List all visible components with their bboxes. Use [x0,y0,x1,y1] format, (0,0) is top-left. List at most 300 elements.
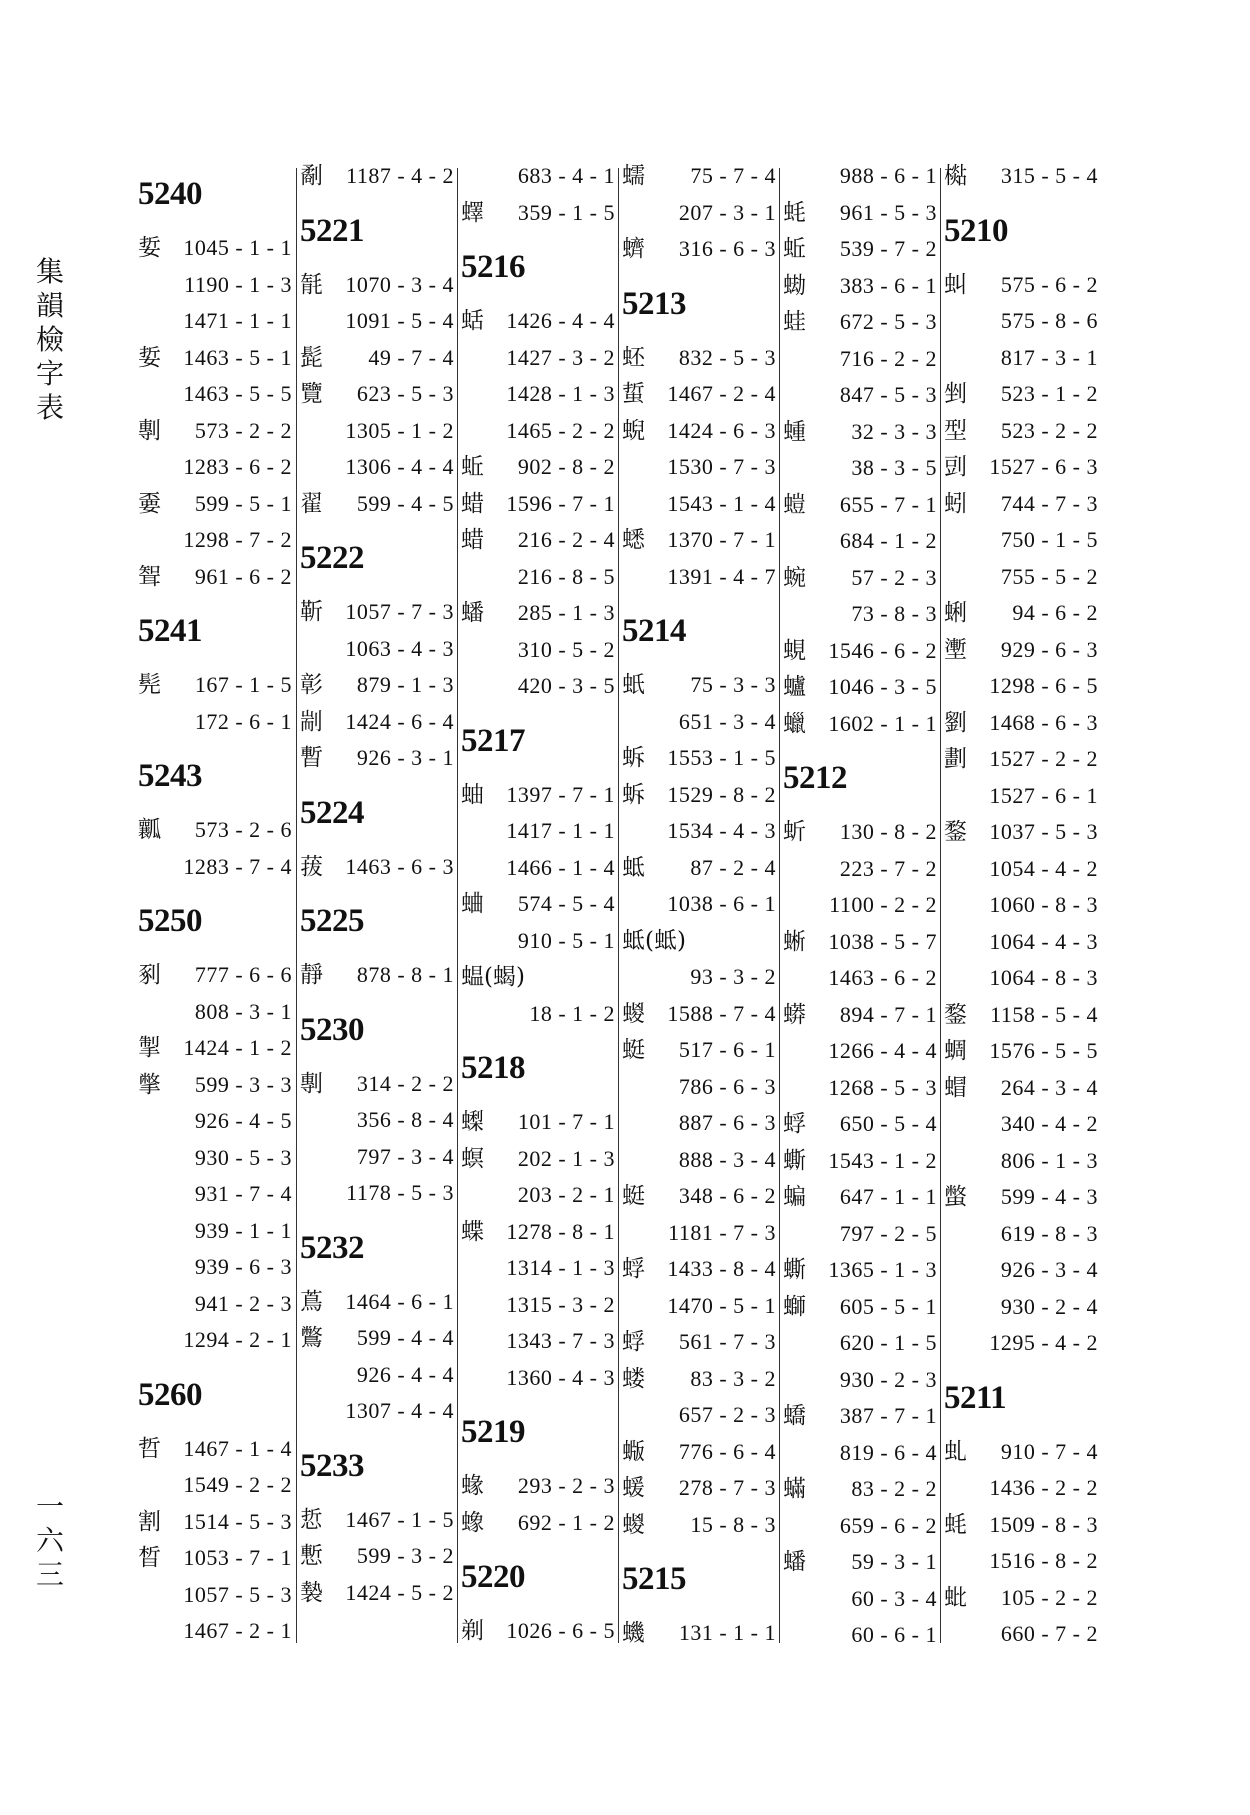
page-reference: 575 - 6 - 2 [1000,271,1098,297]
head-character: 剸 [138,417,161,444]
four-corner-code-heading: 5230 [300,1011,364,1048]
index-entry-row [942,814,1102,851]
page-reference: 961 - 5 - 3 [839,199,937,225]
index-entry-row [459,195,619,232]
index-entry-row [136,1613,296,1650]
page-reference: 75 - 3 - 3 [690,672,776,697]
head-character: 蟎 [783,1476,806,1502]
index-entry-row [942,997,1102,1034]
page-reference: 1268 - 5 - 3 [828,1074,937,1100]
head-character: 剉 [944,381,967,407]
index-entry-row [942,1070,1102,1107]
index-entry-row [298,267,458,304]
page-reference: 359 - 1 - 5 [517,199,615,225]
head-character: 蝯 [622,1475,645,1501]
index-entry-row [781,377,941,414]
index-entry-row [136,1103,296,1140]
page-reference: 1549 - 2 - 2 [183,1472,292,1497]
head-character: 壍 [944,636,967,663]
page-reference: 1054 - 4 - 2 [989,855,1098,881]
index-entry-row [781,596,941,633]
index-entry-row [459,1177,619,1214]
index-entry-row [298,303,458,340]
index-entry-row [781,1216,941,1253]
index-entry-row [620,1288,780,1325]
index-entry-row [781,414,941,451]
four-corner-code-heading: 5216 [461,249,525,285]
index-entry-row [620,1069,780,1106]
index-entry-row [459,1505,619,1542]
index-entry-row [459,1287,619,1324]
page-reference: 599 - 5 - 1 [194,490,292,516]
page-reference: 87 - 2 - 4 [690,854,776,880]
head-character: 蛙 [783,309,806,335]
index-entry-row [298,1502,458,1539]
index-entry-row [781,851,941,888]
page-reference: 1045 - 1 - 1 [183,235,292,260]
page-reference: 1463 - 6 - 2 [828,965,937,990]
page-reference: 939 - 1 - 1 [194,1217,292,1243]
index-entry-row [620,996,780,1033]
index-entry-row [620,1361,780,1398]
index-entry-row [136,1176,296,1213]
page-reference: 1064 - 4 - 3 [989,928,1098,954]
page-reference: 383 - 6 - 1 [839,272,937,298]
running-title-glyph: 表 [35,391,64,424]
index-entry-row [136,812,296,849]
head-character: 蜇 [622,381,645,407]
page-reference: 1467 - 1 - 4 [183,1435,292,1461]
head-character: 蟋 [622,527,645,553]
head-character: 蜡 [461,490,484,517]
head-character: 蝂 [622,1438,645,1465]
page-reference: 1424 - 1 - 2 [183,1035,292,1060]
head-character: 蜉 [622,1329,645,1355]
page-reference: 573 - 2 - 2 [194,417,292,443]
page-reference: 1602 - 1 - 1 [828,710,937,736]
running-title-glyph: 韻 [35,289,64,322]
index-entry-row [298,413,458,450]
four-corner-code-heading: 5240 [138,176,202,212]
index-entry-row [942,376,1102,413]
page-reference: 573 - 2 - 6 [194,817,292,842]
page-reference: 832 - 5 - 3 [678,344,776,370]
index-entry-row [136,1249,296,1286]
page-reference: 49 - 7 - 4 [368,344,454,370]
index-entry-row [942,1106,1102,1143]
page-reference: 1307 - 4 - 4 [345,1398,454,1423]
index-entry-row [459,1214,619,1251]
page-reference: 101 - 7 - 1 [517,1109,615,1134]
page-reference: 1509 - 8 - 3 [989,1511,1098,1537]
page-reference: 310 - 5 - 2 [517,636,615,662]
head-character: 蟜 [783,1403,806,1429]
index-entry-row [136,1286,296,1323]
index-entry-row [298,704,458,741]
index-entry-row [781,1544,941,1581]
index-entry-row [136,1322,296,1359]
head-character: 蜆 [783,637,806,664]
page-reference: 216 - 8 - 5 [517,563,615,589]
page-reference: 1527 - 6 - 3 [989,454,1098,479]
head-character: 蜉 [783,1111,806,1137]
page-reference: 167 - 1 - 5 [194,672,292,697]
page-reference: 1424 - 5 - 2 [345,1579,454,1605]
page-reference: 1295 - 4 - 2 [989,1330,1098,1355]
head-character: 蝝 [461,1473,484,1499]
index-entry-row [942,1507,1102,1544]
page-reference: 926 - 4 - 5 [194,1108,292,1133]
index-entry-row [781,158,941,195]
page-reference: 716 - 2 - 2 [839,345,937,371]
index-entry-row [620,1032,780,1069]
page-reference: 356 - 8 - 4 [356,1107,454,1132]
head-character: 靳 [300,599,323,625]
head-character: 蚸 [622,781,645,808]
index-entry-row [620,850,780,887]
page-reference: 1063 - 4 - 3 [345,635,454,661]
index-entry-row [620,376,780,413]
page-reference: 1427 - 3 - 2 [506,344,615,370]
running-title-glyph: 檢 [35,323,64,356]
index-entry-row [298,631,458,668]
page-reference: 1596 - 7 - 1 [506,490,615,516]
page-reference: 1463 - 6 - 3 [345,853,454,879]
page-reference: 1181 - 7 - 3 [668,1219,776,1245]
index-entry-row [620,231,780,268]
page-reference: 1158 - 5 - 4 [990,1001,1098,1027]
index-entry-row [620,195,780,232]
head-character: 蚯 [461,454,484,480]
page-reference: 1433 - 8 - 4 [667,1256,776,1281]
page-reference: 278 - 7 - 3 [678,1475,776,1500]
page-reference: 1463 - 5 - 5 [183,381,292,406]
page-reference: 1370 - 7 - 1 [667,527,776,552]
head-character: 蜐 [783,272,806,299]
page-reference: 750 - 1 - 5 [1000,527,1098,552]
page-reference: 1514 - 5 - 3 [183,1508,292,1534]
four-corner-code-heading: 5233 [300,1447,364,1484]
page-reference: 1178 - 5 - 3 [346,1180,454,1205]
page-reference: 931 - 7 - 4 [194,1181,292,1206]
page-reference: 926 - 3 - 1 [356,745,454,770]
index-entry-row [942,887,1102,924]
page-reference: 93 - 3 - 2 [690,964,776,989]
head-character: 菝 [300,853,323,880]
page-reference: 878 - 8 - 1 [356,962,454,987]
index-entry-row [781,450,941,487]
page-reference: 1546 - 6 - 2 [828,637,937,663]
index-entry-row [136,1467,296,1504]
index-entry-row [136,1067,296,1104]
page-reference: 575 - 8 - 6 [1000,308,1098,333]
four-corner-code-heading: 5225 [300,903,364,939]
index-entry-row [620,1215,780,1252]
page-reference: 1467 - 2 - 1 [183,1618,292,1643]
index-entry-row [942,1616,1102,1653]
page-reference: 1057 - 5 - 3 [183,1581,292,1607]
page-reference: 1417 - 1 - 1 [506,818,615,843]
index-entry-row [298,1284,458,1321]
page-reference: 315 - 5 - 4 [1000,163,1098,188]
index-entry-row [136,1213,296,1250]
page-reference: 1064 - 8 - 3 [989,965,1098,990]
four-corner-code-heading: 5215 [622,1561,686,1597]
page-reference: 1365 - 1 - 3 [828,1257,937,1282]
head-character: 晳 [138,1545,161,1571]
four-corner-code-heading: 5243 [138,758,202,794]
head-character: 娎 [138,235,161,261]
index-entry-row [781,669,941,706]
index-entry-row [459,449,619,486]
index-entry-row [620,559,780,596]
index-entry-row [459,850,619,887]
head-character: 劉 [944,709,967,736]
page-reference: 1588 - 7 - 4 [667,1000,776,1026]
head-character: 蛐 [461,891,484,917]
index-entry-row [942,267,1102,304]
index-entry-row [136,267,296,304]
index-entry-row [620,813,780,850]
page-reference: 941 - 2 - 3 [194,1290,292,1316]
page-reference: 777 - 6 - 6 [194,962,292,987]
page-reference: 1576 - 5 - 5 [989,1038,1098,1063]
index-entry-row [620,1251,780,1288]
index-entry-row [942,413,1102,450]
index-entry-row [459,413,619,450]
index-entry-row [781,487,941,524]
page-reference: 1424 - 6 - 3 [667,417,776,443]
page-reference: 1465 - 2 - 2 [506,417,615,443]
page-reference: 776 - 6 - 4 [678,1438,776,1464]
page-reference: 1038 - 6 - 1 [667,891,776,916]
index-entry-row [781,1252,941,1289]
head-character: 蠟 [783,710,806,737]
page-reference: 930 - 2 - 4 [1000,1293,1098,1319]
index-entry-row [136,849,296,886]
head-character: 蚯 [783,236,806,262]
head-character: 螟 [461,1145,484,1172]
page-reference: 517 - 6 - 1 [678,1037,776,1062]
four-corner-code-heading: 5219 [461,1414,525,1450]
head-character: 鷩 [300,1325,323,1351]
page-reference: 1470 - 5 - 1 [667,1292,776,1318]
index-entry-row [781,304,941,341]
head-character: 蜩 [944,1038,967,1064]
page-reference: 755 - 5 - 2 [1000,563,1098,589]
page-reference: 172 - 6 - 1 [194,708,292,734]
page-reference: 744 - 7 - 3 [1000,490,1098,516]
index-entry-row [459,1468,619,1505]
head-character: 蝩 [783,418,806,445]
page-reference: 314 - 2 - 2 [356,1070,454,1096]
head-character: 蜥 [783,928,806,955]
page-reference: 961 - 6 - 2 [194,563,292,589]
index-entry-row [298,1320,458,1357]
index-entry-row [298,158,458,195]
index-entry-row [459,1323,619,1360]
index-entry-row [942,1216,1102,1253]
head-character: 悊 [300,1506,323,1533]
page-reference: 131 - 1 - 1 [678,1620,776,1645]
index-entry-row [459,522,619,559]
index-entry-row [781,341,941,378]
page-reference: 684 - 1 - 2 [839,528,937,553]
head-character: 剸 [300,1070,323,1097]
head-character: 靜 [300,962,323,988]
head-character: 蜺 [622,417,645,444]
four-corner-code-heading: 5250 [138,903,202,939]
page-reference: 902 - 8 - 2 [517,454,615,479]
index-entry-row [136,1030,296,1067]
page-reference: 202 - 1 - 3 [517,1145,615,1171]
index-entry-row [459,595,619,632]
head-character: 蟖 [783,1257,806,1283]
index-entry-row [620,340,780,377]
index-entry-row [781,1325,941,1362]
page-reference: 1468 - 6 - 3 [989,709,1098,735]
page-reference: 1314 - 1 - 3 [506,1255,615,1280]
index-entry-row [942,1470,1102,1507]
index-entry-row [459,923,619,960]
head-character: 蟠 [461,600,484,626]
page-reference: 1516 - 8 - 2 [989,1548,1098,1573]
running-title-glyph: 集 [35,255,64,288]
head-character: 蠕 [622,163,645,189]
head-character: 蚸 [622,745,645,771]
head-character: 蝙 [783,1184,806,1210]
page-reference: 32 - 3 - 3 [851,418,937,444]
head-character: 蝹(蝎) [461,964,525,990]
page-reference: 879 - 1 - 3 [356,672,454,697]
head-character: 型 [944,417,967,444]
index-entry-row [459,1613,619,1650]
index-entry-row [942,705,1102,742]
index-entry-row [136,1431,296,1468]
head-character: 褺 [300,1579,323,1606]
index-entry-row [459,1104,619,1141]
four-corner-code-heading: 5211 [944,1379,1007,1416]
page-reference: 1190 - 1 - 3 [184,271,292,297]
page-reference: 216 - 2 - 4 [517,527,615,552]
page-reference: 659 - 6 - 2 [839,1512,937,1538]
page-reference: 660 - 7 - 2 [1000,1621,1098,1646]
index-entry-row [781,195,941,232]
head-character: 蚍 [944,1584,967,1611]
page-reference: 647 - 1 - 1 [839,1184,937,1209]
head-character: 蚝 [944,1511,967,1538]
page-reference: 1283 - 7 - 4 [183,853,292,879]
head-character: 蜿 [783,564,806,591]
page-reference: 1266 - 4 - 4 [828,1038,937,1063]
head-character: 蟒 [783,1001,806,1028]
page-reference: 75 - 7 - 4 [690,163,776,188]
page-reference: 847 - 5 - 3 [839,382,937,407]
index-entry-row [459,632,619,669]
head-character: 蝶 [461,1218,484,1245]
index-entry-row [942,158,1102,195]
index-entry-row [942,559,1102,596]
index-entry-row [942,1580,1102,1617]
head-character: 蝬 [622,1511,645,1538]
index-entry-row [298,449,458,486]
four-corner-code-heading: 5222 [300,540,364,576]
page-reference: 1467 - 2 - 4 [667,381,776,406]
page-reference: 619 - 8 - 3 [1000,1220,1098,1246]
head-character: 蝼 [622,1365,645,1392]
head-character: 娎 [138,344,161,371]
page-reference: 1298 - 7 - 2 [183,527,292,552]
four-corner-code-heading: 5212 [783,760,847,796]
index-entry-row [942,1179,1102,1216]
page-reference: 1305 - 1 - 2 [345,417,454,443]
index-entry-row [298,340,458,377]
head-character: 蜡 [461,527,484,553]
page-reference: 223 - 7 - 2 [839,855,937,881]
index-entry-row [620,522,780,559]
index-entry-row [942,1289,1102,1326]
index-entry-row [459,668,619,705]
index-entry-row [781,633,941,670]
page-reference: 910 - 5 - 1 [517,927,615,953]
index-entry-row [136,340,296,377]
index-entry-row [781,1289,941,1326]
page-reference: 387 - 7 - 1 [839,1403,937,1428]
page-reference: 1553 - 1 - 5 [667,745,776,770]
page-reference: 1543 - 1 - 4 [667,490,776,516]
index-entry-row [620,413,780,450]
index-entry-row [942,522,1102,559]
index-entry-row [620,486,780,523]
page-reference: 620 - 1 - 5 [839,1330,937,1355]
page-reference: 59 - 3 - 1 [851,1549,937,1574]
head-character: 螄 [783,1293,806,1320]
index-entry-row [459,559,619,596]
index-entry-row [136,1577,296,1614]
head-character: 哲 [138,1435,161,1462]
page-reference: 1543 - 1 - 2 [828,1147,937,1173]
index-entry-row [136,1540,296,1577]
index-entry-row [781,814,941,851]
page-reference: 1060 - 8 - 3 [989,892,1098,917]
page-reference: 1464 - 6 - 1 [345,1288,454,1314]
head-character: 蜓 [622,1037,645,1063]
page-reference: 1397 - 7 - 1 [506,781,615,807]
head-character: 彰 [300,672,323,698]
head-character: 蚽 [622,344,645,371]
page-reference: 657 - 2 - 3 [678,1402,776,1427]
four-corner-code-heading: 5241 [138,613,202,649]
page-reference: 18 - 1 - 2 [529,1000,615,1026]
page-reference: 73 - 8 - 3 [851,601,937,626]
head-character: 蚔 [622,672,645,698]
page-reference: 1187 - 4 - 2 [346,163,454,188]
page-reference: 599 - 4 - 3 [1000,1184,1098,1209]
head-character: 聟 [138,563,161,590]
head-character: 檆 [944,163,967,189]
index-entry-row [620,158,780,195]
head-character: 蟖 [783,1147,806,1174]
four-corner-code-heading: 5214 [622,613,686,649]
index-entry-row [781,231,941,268]
page-reference: 888 - 3 - 4 [678,1146,776,1172]
index-entry-row [781,1435,941,1472]
page-reference: 1428 - 1 - 3 [506,381,615,406]
index-column-2 [298,158,458,1655]
page-reference: 1360 - 4 - 3 [506,1364,615,1390]
page-reference: 1038 - 5 - 7 [828,928,937,954]
page-reference: 926 - 3 - 4 [1000,1257,1098,1282]
